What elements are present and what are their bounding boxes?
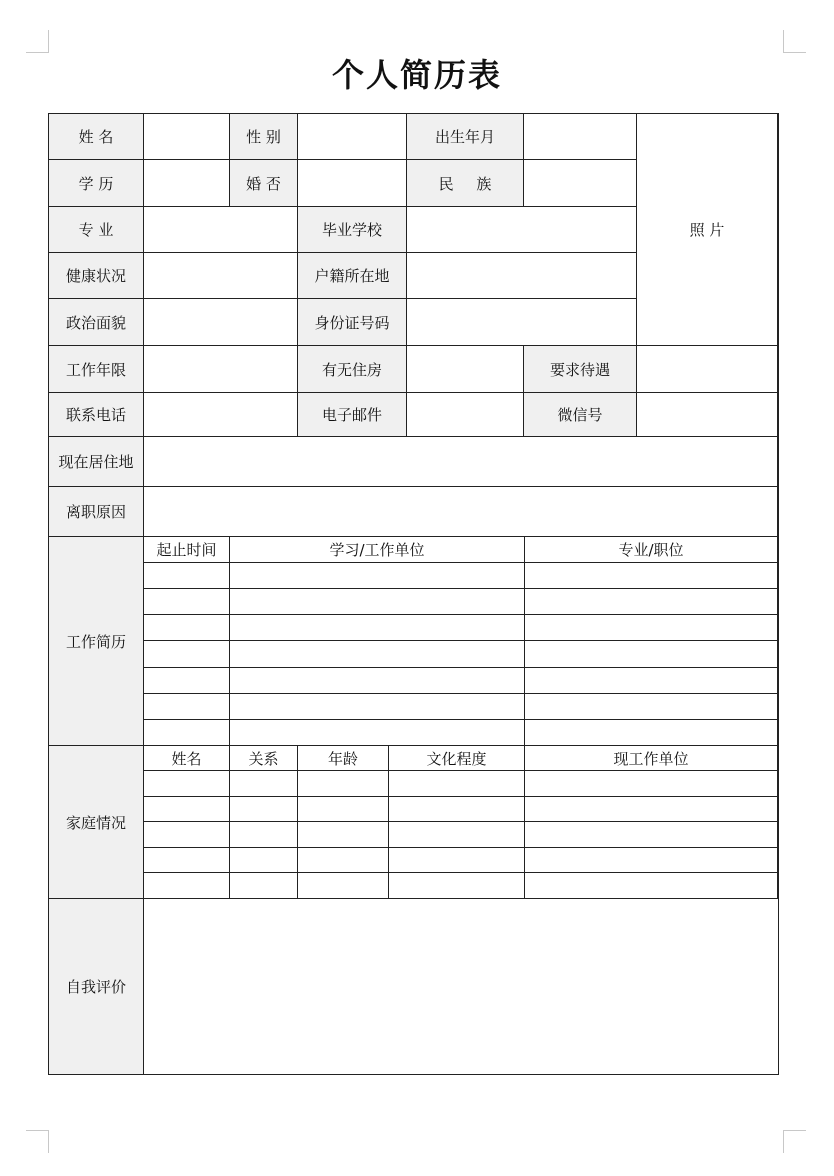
label-family: 家庭情况 <box>49 746 144 899</box>
label-gender: 性 别 <box>230 114 298 160</box>
crop-mark-bottom-right <box>783 1130 806 1153</box>
label-work-years: 工作年限 <box>49 346 144 393</box>
family-header-name: 姓名 <box>144 746 230 771</box>
label-school: 毕业学校 <box>298 207 407 253</box>
photo-box[interactable]: 照 片 <box>637 114 778 346</box>
family-header-relation: 关系 <box>230 746 298 771</box>
field-ethnicity[interactable] <box>524 160 637 207</box>
work-employer-cell[interactable] <box>230 668 525 694</box>
work-period-cell[interactable] <box>144 641 230 668</box>
field-work-years[interactable] <box>144 346 298 393</box>
work-employer-cell[interactable] <box>230 615 525 641</box>
work-header-period: 起止时间 <box>144 537 230 563</box>
work-employer-cell[interactable] <box>230 694 525 720</box>
label-id-number: 身份证号码 <box>298 299 407 346</box>
family-header-education: 文化程度 <box>389 746 525 771</box>
family-employer-cell[interactable] <box>525 873 778 899</box>
work-position-cell[interactable] <box>525 668 778 694</box>
work-header-employer: 学习/工作单位 <box>230 537 525 563</box>
work-period-cell[interactable] <box>144 668 230 694</box>
family-employer-cell[interactable] <box>525 848 778 873</box>
family-relation-cell[interactable] <box>230 873 298 899</box>
family-employer-cell[interactable] <box>525 771 778 797</box>
family-employer-cell[interactable] <box>525 797 778 822</box>
work-header-position: 专业/职位 <box>525 537 778 563</box>
family-name-cell[interactable] <box>144 873 230 899</box>
page-title: 个人简历表 <box>331 56 502 94</box>
work-period-cell[interactable] <box>144 615 230 641</box>
field-name[interactable] <box>144 114 230 160</box>
label-housing: 有无住房 <box>298 346 407 393</box>
field-wechat[interactable] <box>637 393 778 437</box>
family-education-cell[interactable] <box>389 848 525 873</box>
field-leave-reason[interactable] <box>144 487 778 537</box>
work-position-cell[interactable] <box>525 563 778 589</box>
field-id-number[interactable] <box>407 299 637 346</box>
field-hukou[interactable] <box>407 253 637 299</box>
family-relation-cell[interactable] <box>230 822 298 848</box>
label-leave-reason: 离职原因 <box>49 487 144 537</box>
label-work-history: 工作简历 <box>49 537 144 746</box>
field-political[interactable] <box>144 299 298 346</box>
family-age-cell[interactable] <box>298 873 389 899</box>
field-self-eval[interactable] <box>144 899 778 1074</box>
family-age-cell[interactable] <box>298 797 389 822</box>
field-email[interactable] <box>407 393 524 437</box>
work-employer-cell[interactable] <box>230 589 525 615</box>
field-school[interactable] <box>407 207 637 253</box>
family-age-cell[interactable] <box>298 771 389 797</box>
work-position-cell[interactable] <box>525 641 778 668</box>
field-health[interactable] <box>144 253 298 299</box>
label-hukou: 户籍所在地 <box>298 253 407 299</box>
work-position-cell[interactable] <box>525 615 778 641</box>
field-birth[interactable] <box>524 114 637 160</box>
work-position-cell[interactable] <box>525 589 778 615</box>
label-education: 学 历 <box>49 160 144 207</box>
crop-mark-bottom-left <box>26 1130 49 1153</box>
work-position-cell[interactable] <box>525 720 778 746</box>
family-age-cell[interactable] <box>298 822 389 848</box>
family-education-cell[interactable] <box>389 822 525 848</box>
family-name-cell[interactable] <box>144 797 230 822</box>
family-header-age: 年龄 <box>298 746 389 771</box>
field-gender[interactable] <box>298 114 407 160</box>
label-political: 政治面貌 <box>49 299 144 346</box>
label-phone: 联系电话 <box>49 393 144 437</box>
family-relation-cell[interactable] <box>230 771 298 797</box>
family-name-cell[interactable] <box>144 771 230 797</box>
label-ethnicity: 民 族 <box>407 160 524 207</box>
family-relation-cell[interactable] <box>230 848 298 873</box>
family-employer-cell[interactable] <box>525 822 778 848</box>
work-period-cell[interactable] <box>144 720 230 746</box>
family-name-cell[interactable] <box>144 822 230 848</box>
label-marital: 婚 否 <box>230 160 298 207</box>
work-position-cell[interactable] <box>525 694 778 720</box>
label-wechat: 微信号 <box>524 393 637 437</box>
label-address: 现在居住地 <box>49 437 144 487</box>
family-education-cell[interactable] <box>389 771 525 797</box>
field-major[interactable] <box>144 207 298 253</box>
work-employer-cell[interactable] <box>230 720 525 746</box>
resume-form <box>48 113 779 1075</box>
label-birth: 出生年月 <box>407 114 524 160</box>
family-name-cell[interactable] <box>144 848 230 873</box>
family-age-cell[interactable] <box>298 848 389 873</box>
field-address[interactable] <box>144 437 778 487</box>
work-employer-cell[interactable] <box>230 641 525 668</box>
field-marital[interactable] <box>298 160 407 207</box>
family-education-cell[interactable] <box>389 873 525 899</box>
field-education[interactable] <box>144 160 230 207</box>
label-health: 健康状况 <box>49 253 144 299</box>
family-header-employer: 现工作单位 <box>525 746 778 771</box>
label-name: 姓 名 <box>49 114 144 160</box>
work-employer-cell[interactable] <box>230 563 525 589</box>
label-salary: 要求待遇 <box>524 346 637 393</box>
field-housing[interactable] <box>407 346 524 393</box>
work-period-cell[interactable] <box>144 589 230 615</box>
field-phone[interactable] <box>144 393 298 437</box>
work-period-cell[interactable] <box>144 563 230 589</box>
family-relation-cell[interactable] <box>230 797 298 822</box>
field-salary[interactable] <box>637 346 778 393</box>
family-education-cell[interactable] <box>389 797 525 822</box>
work-period-cell[interactable] <box>144 694 230 720</box>
label-major: 专 业 <box>49 207 144 253</box>
label-email: 电子邮件 <box>298 393 407 437</box>
label-self-eval: 自我评价 <box>49 899 144 1074</box>
